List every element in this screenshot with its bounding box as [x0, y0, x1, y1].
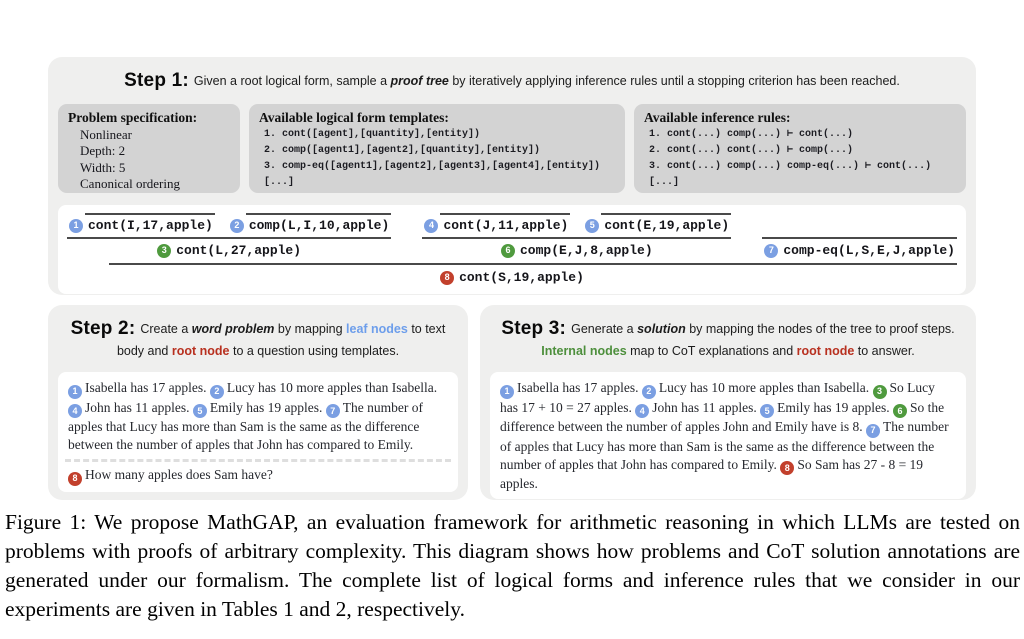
node-badge-2: 2	[230, 219, 244, 233]
node-badge-5: 5	[193, 404, 207, 418]
step1-description	[194, 74, 900, 88]
step2-panel	[48, 305, 468, 500]
text-segment: John has 11 apples.	[85, 399, 193, 415]
node-badge-3: 3	[873, 385, 887, 399]
leaf-premise	[422, 213, 570, 235]
leaf-premise	[67, 213, 215, 235]
axiom-overline	[246, 213, 391, 215]
text-segment: So Lucy has 17 + 10 = 27 apples.	[500, 380, 935, 415]
step1-panel	[48, 57, 976, 295]
figure-caption: Figure 1: We propose MathGAP, an evaluation framework for arithmetic reasoning in which LLMs are tested on problems with proofs of arbitrary complexity. This diagram shows how problems and CoT solution annotations are generated under our formalism. The complete list of logical forms and inference rules that we consider in our experiments are given in Tables 1 and 2, respectively.	[5, 510, 1020, 622]
text-segment: The number of apples that Lucy has more than Sam is the same as the difference between the number of apples that John has compared to Emily.	[500, 419, 949, 472]
inference-rule-line	[109, 263, 957, 265]
template-items	[259, 127, 615, 192]
tree-node-1	[67, 216, 215, 235]
spec-item: Nonlinear	[80, 126, 132, 142]
step2-title: Step 2:	[70, 318, 136, 339]
tree-node-label: cont(I,17,apple)	[88, 218, 213, 234]
step1-boxes-row	[58, 104, 966, 193]
text-segment: So Sam has 27 - 8 = 19 apples.	[500, 456, 924, 492]
logical-form-templates-box	[249, 104, 625, 193]
node-badge-1: 1	[500, 385, 514, 399]
proof-tree	[58, 205, 966, 294]
text-segment: to text body and	[116, 322, 446, 358]
tree-node-label: comp(L,I,10,apple)	[248, 218, 390, 234]
text-segment: The number of apples that Lucy has more than Sam is the same as the difference between the number of apples that John has compared to Emily.	[68, 399, 423, 453]
template-item: 3. comp-eq([agent1],[agent2],[agent3],[agent4],[entity])	[264, 160, 601, 172]
axiom-overline	[440, 213, 570, 215]
text-segment: by mapping the nodes of the tree to proof steps.	[685, 322, 955, 336]
leaf-premise	[583, 213, 731, 235]
spec-item: Canonical ordering	[80, 176, 180, 192]
tree-node-label: cont(L,27,apple)	[176, 243, 302, 259]
text-segment: So the difference between the number of apples John and Emily have is 8.	[500, 399, 945, 435]
text-segment: leaf nodes	[346, 322, 408, 336]
rule-items	[644, 127, 956, 192]
tree-node-7	[762, 241, 957, 260]
rule-item: 1. cont(...) comp(...) ⊢ cont(...)	[649, 128, 854, 140]
tree-node-label: comp-eq(L,S,E,J,apple)	[783, 243, 955, 259]
solution-body	[500, 379, 956, 493]
inference-rule-line	[762, 237, 957, 239]
tree-node-label: cont(J,11,apple)	[443, 218, 569, 234]
problem-spec-title: Problem specification:	[68, 109, 198, 125]
rule-item: 2. cont(...) cont(...) ⊢ comp(...)	[649, 144, 854, 156]
node-badge-4: 4	[635, 404, 649, 418]
text-segment: Isabella has 17 apples.	[517, 380, 642, 396]
step3-description	[541, 322, 954, 358]
node-badge-7: 7	[866, 424, 880, 438]
text-segment: Lucy has 10 more apples than Isabella.	[658, 380, 873, 396]
text-segment: John has 11 apples.	[652, 399, 761, 415]
node-badge-4: 4	[424, 219, 438, 233]
inference-rules-box	[634, 104, 966, 193]
text-segment: Emily has 19 apples.	[209, 399, 326, 415]
node-badge-1: 1	[69, 219, 83, 233]
text-segment: Lucy has 10 more apples than Isabella.	[226, 380, 438, 396]
template-item: [...]	[264, 177, 295, 189]
node-badge-6: 6	[893, 404, 907, 418]
node-badge-7: 7	[326, 404, 340, 418]
solution-box	[490, 372, 966, 499]
word-problem-body	[68, 379, 448, 454]
tree-node-label: cont(S,19,apple)	[459, 270, 584, 286]
node-badge-4: 4	[68, 404, 82, 418]
rule-item: 3. cont(...) comp(...) comp-eq(...) ⊢ cont(...)	[649, 160, 932, 172]
word-problem-box	[58, 372, 458, 492]
text-segment: root node	[796, 343, 855, 358]
tree-node-8	[438, 268, 586, 287]
text-segment: by iteratively applying inference rules until a stopping criterion has been reached.	[448, 74, 900, 88]
text-segment: Internal nodes	[541, 343, 627, 358]
leaf-premise	[228, 213, 391, 235]
rules-title: Available inference rules:	[644, 109, 791, 125]
template-item: 1. cont([agent],[quantity],[entity])	[264, 128, 481, 140]
tree-node-3	[155, 241, 303, 260]
axiom-overline	[601, 213, 731, 215]
text-segment: Isabella has 17 apples.	[85, 380, 210, 396]
node-badge-7: 7	[764, 244, 778, 258]
templates-title: Available logical form templates:	[259, 109, 449, 125]
node-badge-8: 8	[440, 271, 454, 285]
tree-node-2	[228, 216, 391, 235]
node-badge-5: 5	[760, 404, 774, 418]
tree-node-label: comp(E,J,8,apple)	[520, 243, 653, 259]
proof-subtree	[422, 213, 731, 260]
text-segment: root node	[171, 343, 230, 358]
node-badge-2: 2	[642, 385, 656, 399]
spec-item: Width: 5	[80, 159, 126, 175]
text-segment: How many apples does Sam have?	[85, 467, 273, 483]
text-segment: to a question using templates.	[229, 343, 400, 358]
problem-spec-items	[68, 127, 230, 193]
node-badge-8: 8	[68, 472, 82, 486]
text-segment: proof tree	[390, 74, 449, 88]
step3-panel	[480, 305, 976, 500]
text-segment: solution	[637, 322, 686, 336]
tree-node-6	[499, 241, 655, 260]
node-badge-3: 3	[157, 244, 171, 258]
proof-subtree	[762, 235, 957, 260]
node-badge-2: 2	[210, 385, 224, 399]
step1-title: Step 1:	[124, 70, 189, 91]
text-segment: Emily has 19 apples.	[777, 399, 893, 415]
step3-header	[480, 305, 976, 360]
inference-rule-line	[422, 237, 731, 239]
step1-header	[48, 57, 976, 95]
tree-node-label: cont(E,19,apple)	[604, 218, 730, 234]
proof-subtree	[67, 213, 391, 260]
node-badge-1: 1	[68, 385, 82, 399]
node-badge-5: 5	[585, 219, 599, 233]
text-segment: Given a root logical form, sample a	[193, 74, 391, 88]
problem-spec-box	[58, 104, 240, 193]
text-segment: by mapping	[274, 322, 347, 336]
question-divider	[65, 459, 451, 462]
text-segment: Generate a	[571, 322, 638, 336]
tree-node-4	[422, 216, 570, 235]
text-segment: map to CoT explanations and	[626, 343, 797, 358]
tree-node-5	[583, 216, 731, 235]
rule-item: [...]	[649, 177, 680, 189]
word-problem-question	[68, 466, 448, 486]
step3-title: Step 3:	[501, 318, 567, 339]
axiom-overline	[85, 213, 215, 215]
text-segment: word problem	[191, 322, 275, 336]
node-badge-8: 8	[780, 461, 794, 475]
template-item: 2. comp([agent1],[agent2],[quantity],[entity])	[264, 144, 541, 156]
node-badge-6: 6	[501, 244, 515, 258]
text-segment: Create a	[140, 322, 192, 336]
step2-description	[117, 322, 445, 358]
step2-header	[48, 305, 468, 360]
text-segment: to answer.	[854, 343, 915, 358]
inference-rule-line	[67, 237, 391, 239]
spec-item: Depth: 2	[80, 143, 126, 159]
